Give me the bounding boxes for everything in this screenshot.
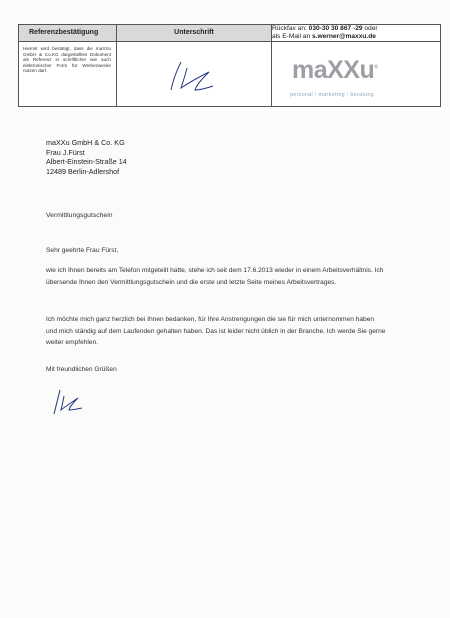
address-line-street: Albert-Einstein-Straße 14 (46, 157, 127, 167)
ref-title-cell (19, 25, 117, 42)
logo-tagline: personal | marketing | beratung (290, 92, 375, 98)
ref-text-cell (19, 42, 117, 107)
ref-title: Referenzbestätigung (29, 29, 99, 36)
letter-signature-image (50, 388, 90, 418)
logo-cell (272, 42, 441, 107)
address-line-city: 12489 Berlin-Adlershof (46, 166, 120, 176)
letter-subject: Vermittlungsgutschein (46, 212, 113, 219)
address-line-name: Frau J.Fürst (46, 147, 85, 157)
recipient-address (46, 138, 127, 176)
fax-email: s.werner@maxxu.de (311, 32, 376, 40)
fax-info: Rückfax an: 030-30 30 867 -29 oder als E-Mail an s.werner@maxxu.de (272, 25, 441, 42)
letter-paragraph-2: Ich möchte mich ganz herzlich bei Ihnen bedanken, für Ihre Anstrengungen die sie für mich unternommen haben und mich ständig auf dem Laufenden gehalten haben. Das ist leider nicht üblich in der Branche. Ich werde Sie gerne weiter empfehlen. (46, 316, 386, 347)
fax-number: 030-30 30 867 -29 (308, 25, 363, 32)
letter-paragraph-1: wie ich Ihnen bereits am Telefon mitgeteilt hatte, stehe ich seit dem 17.6.2013 wieder in einem Arbeitsverhältnis. Ich übersende Ihnen den Vermittlungsgutschein und die erste und letzte Seite meines Arbeitsvertrages. (46, 267, 384, 286)
sig-title-cell (117, 25, 272, 42)
reference-header-table (18, 24, 441, 107)
ref-confirmation-text: Hiermit wird bestätigt, dass die maXXu GmbH & Co.KG dargestelltes Dokument als Referenz in schriftlicher wie auch elektronischer Form für Werbezwecke nutzen darf. (23, 46, 111, 74)
signature-cell (117, 42, 272, 107)
maxxu-logo: maXXu® (292, 56, 378, 84)
letter-salutation: Sehr geehrte Frau Fürst, (46, 247, 119, 254)
header-signature-image (167, 56, 227, 96)
letter-closing: Mit freundlichen Grüßen (46, 366, 117, 373)
address-line-company: maXXu GmbH & Co. KG (46, 138, 125, 147)
sig-title: Unterschrift (174, 29, 214, 36)
